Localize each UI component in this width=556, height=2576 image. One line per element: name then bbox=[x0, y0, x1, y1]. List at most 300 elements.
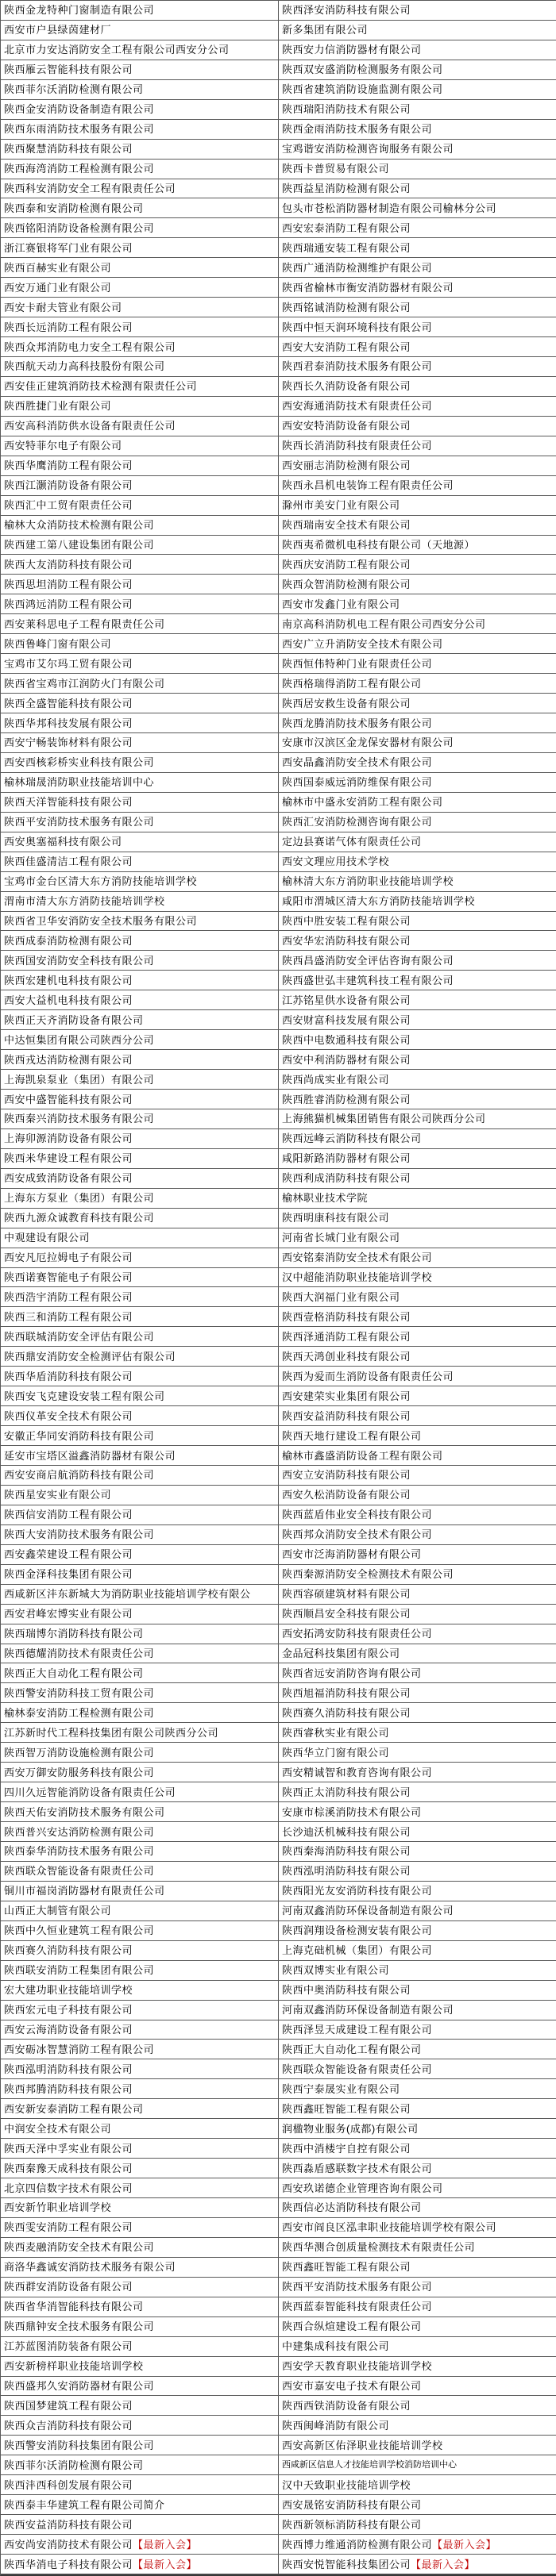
company-name: 陕西金雨消防技术服务有限公司 bbox=[282, 123, 433, 136]
company-name: 陕西中消楼宇自控有限公司 bbox=[282, 2142, 411, 2155]
company-cell bbox=[1, 1109, 279, 1129]
company-cell bbox=[279, 218, 556, 238]
company-cell bbox=[279, 2238, 556, 2258]
company-cell bbox=[1, 397, 279, 417]
company-cell bbox=[1, 1307, 279, 1327]
company-name: 西安中盛智能科技有限公司 bbox=[4, 1093, 133, 1105]
company-cell bbox=[279, 1901, 556, 1921]
company-cell bbox=[279, 2535, 556, 2555]
company-name: 陕西铭阳消防设备检测有限公司 bbox=[4, 221, 155, 234]
company-name: 陕西思坦消防工程有限公司 bbox=[4, 578, 133, 590]
company-name: 陕西秦源消防安全检测技术有限公司 bbox=[282, 1568, 454, 1581]
company-name: 西安云海消防设备有限公司 bbox=[4, 2023, 133, 2036]
company-cell bbox=[279, 2198, 556, 2218]
company-cell bbox=[279, 536, 556, 556]
company-name: 安康市棕溪消防技术有限公司 bbox=[282, 1805, 422, 1818]
company-name: 陕西雁云智能科技有限公司 bbox=[4, 63, 133, 76]
company-name: 陕西中奥消防科技有限公司 bbox=[282, 1984, 411, 1997]
company-cell bbox=[279, 397, 556, 417]
company-cell bbox=[1, 476, 279, 496]
company-name: 西咸新区信息人才技能培训学校消防培训中心 bbox=[282, 2459, 457, 2470]
company-name: 陕西宏建机电科技有限公司 bbox=[4, 974, 133, 986]
company-cell bbox=[1, 218, 279, 238]
company-cell bbox=[279, 1327, 556, 1347]
company-cell bbox=[279, 1743, 556, 1763]
company-name: 西安高新区佑泽职业技能培训学校 bbox=[282, 2439, 443, 2451]
company-cell bbox=[1, 2139, 279, 2159]
company-name: 陕西中电数通科技有限公司 bbox=[282, 1033, 411, 1046]
company-cell bbox=[279, 912, 556, 932]
company-cell bbox=[1, 1030, 279, 1050]
company-cell bbox=[279, 1406, 556, 1426]
company-name: 延安市宝塔区溢鑫消防器材有限公司 bbox=[4, 1449, 176, 1462]
company-name: 陕西长久消防设备有限公司 bbox=[282, 380, 411, 393]
company-cell bbox=[279, 1941, 556, 1961]
company-cell bbox=[279, 2218, 556, 2238]
company-cell bbox=[1, 733, 279, 753]
company-cell bbox=[1, 2099, 279, 2119]
company-name: 西安建荣实业集团有限公司 bbox=[282, 1390, 411, 1402]
company-cell bbox=[1, 1782, 279, 1802]
company-cell bbox=[1, 971, 279, 990]
company-name: 陕西双安盛消防检测服务有限公司 bbox=[282, 63, 443, 76]
company-cell bbox=[279, 2178, 556, 2198]
company-name: 陕西戎达消防检测有限公司 bbox=[4, 1053, 133, 1066]
company-name: 陕西鑫旺智能工程有限公司 bbox=[282, 2261, 411, 2274]
company-cell bbox=[1, 2159, 279, 2178]
company-name: 陕西明康科技有限公司 bbox=[282, 1212, 390, 1225]
company-cell bbox=[1, 2317, 279, 2337]
company-cell bbox=[279, 2159, 556, 2178]
company-name: 滁州市美安门业有限公司 bbox=[282, 499, 400, 512]
company-name: 陕西博力维通消防检测有限公司 bbox=[282, 2538, 433, 2551]
company-name: 陕西容硕建筑材料有限公司 bbox=[282, 1588, 411, 1601]
company-cell bbox=[1, 555, 279, 575]
company-cell bbox=[279, 931, 556, 951]
company-name: 陕西安悦智能科技集团公司 bbox=[282, 2558, 411, 2570]
company-name: 陕西中恒天润环境科技有限公司 bbox=[282, 321, 433, 333]
company-name: 陕西胜睿消防检测有限公司 bbox=[282, 1093, 411, 1105]
company-name: 陕西大润福门业有限公司 bbox=[282, 1290, 400, 1303]
company-name: 陕西星安实业有限公司 bbox=[4, 1489, 112, 1501]
company-cell bbox=[1, 2059, 279, 2079]
company-name: 陕西秦海消防科技有限公司 bbox=[282, 1845, 411, 1858]
company-name: 安徽正华同安消防科技有限公司 bbox=[4, 1429, 155, 1442]
company-cell bbox=[1, 496, 279, 516]
company-cell bbox=[1, 654, 279, 674]
company-cell bbox=[1, 2455, 279, 2475]
company-cell bbox=[1, 179, 279, 199]
company-name: 陕西菲尔沃消防检测有限公司 bbox=[4, 83, 144, 96]
company-cell bbox=[279, 1882, 556, 1901]
company-cell bbox=[1, 951, 279, 971]
company-name: 渭南市清大东方消防技能培训学校 bbox=[4, 895, 165, 908]
company-name: 润楹物业服务(成都)有限公司 bbox=[282, 2122, 419, 2135]
company-cell bbox=[1, 1683, 279, 1703]
company-name: 陕西国梦建筑工程有限公司 bbox=[4, 2399, 133, 2412]
company-name: 榆林职业技术学院 bbox=[282, 1192, 369, 1205]
company-name: 陕西蓝盾伟业安全科技有限公司 bbox=[282, 1509, 433, 1521]
company-cell bbox=[279, 436, 556, 456]
company-name: 西安大安消防工程有限公司 bbox=[282, 340, 411, 353]
company-name: 陕西天鸿创业科技有限公司 bbox=[282, 1350, 411, 1363]
company-cell bbox=[279, 317, 556, 337]
company-cell bbox=[1, 377, 279, 397]
company-cell bbox=[1, 773, 279, 793]
company-name: 上海凯泉泵业（集团）有限公司 bbox=[4, 1073, 155, 1086]
company-cell bbox=[1, 575, 279, 594]
company-name: 陕西盛邦久安消防器材有限公司 bbox=[4, 2380, 155, 2392]
company-cell bbox=[279, 258, 556, 278]
company-cell bbox=[279, 2436, 556, 2455]
company-cell bbox=[279, 238, 556, 258]
company-name: 陕西联安消防工程集团有限公司 bbox=[4, 1964, 155, 1977]
company-name: 上海卯源消防设备有限公司 bbox=[4, 1132, 133, 1145]
company-name: 陕西利成消防科技有限公司 bbox=[282, 1172, 411, 1185]
company-cell bbox=[279, 2059, 556, 2079]
company-cell bbox=[1, 713, 279, 733]
company-cell bbox=[1, 852, 279, 872]
company-name: 上海克础机械（集团）有限公司 bbox=[282, 1944, 433, 1957]
company-name: 陕西群安消防设备有限公司 bbox=[4, 2281, 133, 2293]
company-cell bbox=[279, 575, 556, 594]
company-name: 陕西蓝泰智能科技有限责任公司 bbox=[282, 2301, 433, 2313]
company-name: 榆林市鑫盛消防设备工程有限公司 bbox=[282, 1449, 443, 1462]
company-name: 中达恒集团有限公司陕西分公司 bbox=[4, 1033, 155, 1046]
company-cell bbox=[279, 1981, 556, 2001]
company-name: 陕西居安救生设备有限公司 bbox=[282, 697, 411, 709]
company-name: 陕西西铁消防设备有限公司 bbox=[282, 2399, 411, 2412]
company-cell bbox=[1, 317, 279, 337]
company-cell bbox=[1, 436, 279, 456]
company-name: 陕西华盾消防科技有限公司 bbox=[4, 1370, 133, 1382]
company-cell bbox=[279, 2119, 556, 2139]
company-cell bbox=[279, 1010, 556, 1030]
company-name: 陕西龙腾消防技术服务有限公司 bbox=[282, 717, 433, 729]
company-cell bbox=[279, 1822, 556, 1842]
company-name: 陕西长远消防工程有限公司 bbox=[4, 321, 133, 333]
company-name: 陕西聚慧消防科技有限公司 bbox=[4, 143, 133, 156]
company-cell bbox=[279, 80, 556, 100]
company-name: 中建集成科技有限公司 bbox=[282, 2340, 390, 2353]
company-cell bbox=[279, 1030, 556, 1050]
company-cell bbox=[279, 1109, 556, 1129]
company-cell bbox=[279, 456, 556, 476]
company-cell bbox=[1, 1189, 279, 1209]
company-cell bbox=[279, 298, 556, 317]
company-cell bbox=[1, 456, 279, 476]
company-name: 陕西科安消防安全工程有限责任公司 bbox=[4, 182, 176, 194]
company-name: 中润安全技术有限公司 bbox=[4, 2122, 112, 2135]
company-cell bbox=[279, 813, 556, 832]
company-cell bbox=[279, 1802, 556, 1822]
company-cell bbox=[279, 1268, 556, 1288]
company-cell bbox=[279, 160, 556, 179]
company-cell bbox=[1, 1703, 279, 1723]
company-name: 榆林市中盛永安消防工程有限公司 bbox=[282, 796, 443, 809]
company-name: 陕西智万消防设施检测有限公司 bbox=[4, 1746, 155, 1759]
company-cell bbox=[279, 2337, 556, 2357]
company-name: 西安万通门业有限公司 bbox=[4, 281, 112, 294]
company-name: 陕西信安消防工程有限公司 bbox=[4, 1509, 133, 1521]
company-cell bbox=[279, 337, 556, 357]
company-cell bbox=[279, 2357, 556, 2377]
company-cell bbox=[279, 634, 556, 654]
company-name: 西安高科消防供水设备有限责任公司 bbox=[4, 420, 176, 433]
company-cell bbox=[279, 773, 556, 793]
company-name: 陕西庆安消防工程有限公司 bbox=[282, 558, 411, 571]
company-name: 陕西正天齐消防设备有限公司 bbox=[4, 1013, 144, 1026]
company-name: 陕西旭福消防科技有限公司 bbox=[282, 1686, 411, 1699]
company-cell bbox=[279, 2099, 556, 2119]
company-cell bbox=[1, 160, 279, 179]
company-cell bbox=[1, 1010, 279, 1030]
company-cell bbox=[1, 2337, 279, 2357]
company-cell bbox=[279, 1961, 556, 1981]
company-cell bbox=[279, 198, 556, 218]
company-cell bbox=[1, 614, 279, 634]
company-cell bbox=[1, 832, 279, 852]
company-name: 陕西永昌机电装饰工程有限责任公司 bbox=[282, 479, 454, 492]
company-cell bbox=[279, 971, 556, 990]
company-name: 陕西秦兴消防技术服务有限公司 bbox=[4, 1113, 155, 1125]
company-cell bbox=[279, 1723, 556, 1743]
company-name: 陕西大安消防技术服务有限公司 bbox=[4, 1528, 155, 1541]
company-name: 陕西正大自动化工程有限公司 bbox=[4, 1667, 144, 1679]
company-cell bbox=[1, 1446, 279, 1466]
company-cell bbox=[1, 1209, 279, 1228]
company-name: 陕西大友消防科技有限公司 bbox=[4, 558, 133, 571]
company-name: 西安市阎良区泓聿职业技能培训学校有限公司 bbox=[282, 2221, 497, 2234]
company-cell bbox=[279, 2455, 556, 2475]
company-name: 西安宏泰消防工程有限公司 bbox=[282, 221, 411, 234]
company-name: 陕西赛久消防科技有限公司 bbox=[4, 1944, 133, 1957]
company-cell bbox=[1, 2079, 279, 2099]
company-cell bbox=[1, 1347, 279, 1367]
company-name: 上海东方泵业（集团）有限公司 bbox=[4, 1192, 155, 1205]
company-name: 陕西安益消防科技有限公司 bbox=[282, 1409, 411, 1422]
company-cell bbox=[279, 516, 556, 536]
company-name: 陕西恒伟特种门业有限责任公司 bbox=[282, 657, 433, 670]
company-name: 陕西顺昌安全科技有限公司 bbox=[282, 1608, 411, 1621]
company-cell bbox=[1, 1050, 279, 1070]
company-name: 陕西天佑安消防技术服务有限公司 bbox=[4, 1805, 165, 1818]
company-name: 西安凡厄拉姆电子有限公司 bbox=[4, 1251, 133, 1264]
company-cell bbox=[1, 2416, 279, 2436]
company-name: 陕西联城消防安全评估有限公司 bbox=[4, 1330, 155, 1343]
company-name: 陕西胜捷门业有限公司 bbox=[4, 400, 112, 413]
company-name: 陕西警安消防科技集团有限公司 bbox=[4, 2439, 155, 2451]
company-name: 西安尚安消防技术有限公司 bbox=[4, 2538, 133, 2551]
company-name: 陕西德耀消防技术有限责任公司 bbox=[4, 1647, 155, 1659]
company-cell bbox=[1, 753, 279, 773]
company-name: 陕西天洋智能科技有限公司 bbox=[4, 796, 133, 809]
company-cell bbox=[1, 536, 279, 556]
company-cell bbox=[279, 1169, 556, 1189]
company-cell bbox=[1, 1248, 279, 1268]
company-cell bbox=[279, 377, 556, 397]
company-cell bbox=[279, 2258, 556, 2278]
company-name: 陕西卡普贸易有限公司 bbox=[282, 163, 390, 175]
company-cell bbox=[1, 2377, 279, 2397]
company-name: 陕西润翔设备检测安装有限公司 bbox=[282, 1924, 433, 1937]
company-name: 陕西合纵煊建设工程有限公司 bbox=[282, 2320, 422, 2333]
company-name: 陕西睿秋实业有限公司 bbox=[282, 1726, 390, 1739]
company-cell bbox=[279, 1624, 556, 1644]
company-cell bbox=[279, 892, 556, 912]
company-cell bbox=[1, 1327, 279, 1347]
company-name: 陕西鼎钟安全技术服务有限公司 bbox=[4, 2320, 155, 2333]
company-cell bbox=[279, 1386, 556, 1406]
company-name: 陕西省建筑消防设施监测有限公司 bbox=[282, 83, 443, 96]
company-name: 陕西瑞阳消防技术有限公司 bbox=[282, 103, 411, 116]
company-name: 定边县赛诺气体有限责任公司 bbox=[282, 836, 422, 848]
company-cell bbox=[1, 1090, 279, 1109]
company-name: 铜川市福岗消防器材有限责任公司 bbox=[4, 1885, 165, 1897]
company-cell bbox=[279, 1505, 556, 1525]
company-name: 陕西众智消防检测有限公司 bbox=[282, 578, 411, 590]
company-name: 陕西邦众消防安全技术有限公司 bbox=[282, 1528, 433, 1541]
company-cell bbox=[279, 1842, 556, 1862]
company-cell bbox=[279, 2040, 556, 2059]
company-cell bbox=[279, 1585, 556, 1605]
company-cell bbox=[1, 120, 279, 140]
company-name: 陕西众吉消防科技有限公司 bbox=[4, 2419, 133, 2432]
company-cell bbox=[279, 2297, 556, 2317]
company-name: 陕西海湾消防工程检测有限公司 bbox=[4, 163, 155, 175]
company-name: 陕西夷希微机电科技有限公司（天地源） bbox=[282, 539, 476, 551]
company-name: 西安佳正建筑消防技术检测有限责任公司 bbox=[4, 380, 198, 393]
company-cell bbox=[1, 1367, 279, 1386]
company-cell bbox=[279, 1565, 556, 1585]
company-name: 陕西邦腾消防科技有限公司 bbox=[4, 2082, 133, 2095]
company-name: 北京市力安达消防安全工程有限公司西安分公司 bbox=[4, 44, 230, 56]
new-member-tag: 【最新入会】 bbox=[133, 2538, 198, 2551]
company-cell bbox=[1, 140, 279, 160]
company-name: 陕西君泰消防技术服务有限公司 bbox=[282, 360, 433, 373]
company-cell bbox=[1, 634, 279, 654]
company-name: 陕西平安消防技术服务有限公司 bbox=[4, 816, 155, 829]
company-name: 陕西昌盛消防安全评估咨询有限公司 bbox=[282, 954, 454, 967]
company-cell bbox=[1, 1149, 279, 1169]
company-cell bbox=[1, 2178, 279, 2198]
company-cell bbox=[1, 1941, 279, 1961]
company-cell bbox=[279, 614, 556, 634]
company-name: 西安晶鑫消防安全技术有限公司 bbox=[282, 756, 433, 769]
company-name: 河南双鑫消防环保设备制造有限公司 bbox=[282, 1905, 454, 1917]
company-name: 陕西尚成实业有限公司 bbox=[282, 1073, 390, 1086]
company-cell bbox=[279, 40, 556, 60]
company-name: 西安市户县绿茵建材厂 bbox=[4, 24, 112, 37]
company-name: 陕西远峰云消防科技有限公司 bbox=[282, 1132, 422, 1145]
company-name: 陕西汇中工贸有限责任公司 bbox=[4, 499, 133, 512]
company-cell bbox=[279, 278, 556, 298]
company-cell bbox=[1, 2475, 279, 2495]
company-cell bbox=[279, 1525, 556, 1545]
company-name: 宝鸡市金台区清大东方消防技能培训学校 bbox=[4, 875, 198, 888]
company-name: 陕西秦豫天成科技有限公司 bbox=[4, 2162, 133, 2174]
company-cell bbox=[279, 1663, 556, 1683]
company-name: 宝鸡市艾尔玛工贸有限公司 bbox=[4, 657, 133, 670]
company-cell bbox=[279, 1287, 556, 1307]
company-cell bbox=[279, 2377, 556, 2397]
company-name: 河南省长城门业有限公司 bbox=[282, 1232, 400, 1244]
company-name: 陕西米华建设工程有限公司 bbox=[4, 1152, 133, 1165]
company-name: 陕西建工第八建设集团有限公司 bbox=[4, 539, 155, 551]
company-name: 陕西泓明消防科技有限公司 bbox=[282, 1865, 411, 1878]
company-cell bbox=[279, 1149, 556, 1169]
company-name: 陕西菲尔沃消防检测有限公司 bbox=[4, 2459, 144, 2471]
company-cell bbox=[279, 1466, 556, 1486]
company-name: 陕西金泽科技集团有限公司 bbox=[4, 1568, 133, 1581]
company-name: 陕西众邦消防电力安全工程有限公司 bbox=[4, 340, 176, 353]
company-cell bbox=[279, 2001, 556, 2020]
company-name: 陕西联众智能设备有限责任公司 bbox=[282, 2063, 433, 2075]
company-cell bbox=[1, 2001, 279, 2020]
company-name: 陕西诺赛智能电子有限公司 bbox=[4, 1271, 133, 1284]
company-cell bbox=[1, 1287, 279, 1307]
company-cell bbox=[1, 2357, 279, 2377]
company-name: 西安大益机电科技有限公司 bbox=[4, 994, 133, 1006]
company-cell bbox=[279, 872, 556, 892]
company-cell bbox=[279, 2495, 556, 2515]
company-name: 陕西格瑞得消防工程有限公司 bbox=[282, 677, 422, 690]
company-cell bbox=[1, 298, 279, 317]
company-cell bbox=[1, 2258, 279, 2278]
company-cell bbox=[1, 912, 279, 932]
company-name: 陕西广通消防检测维护有限公司 bbox=[282, 261, 433, 274]
company-name: 陕西安飞克建设安装工程有限公司 bbox=[4, 1390, 165, 1402]
company-cell bbox=[1, 1386, 279, 1406]
company-name: 陕西三和消防工程有限公司 bbox=[4, 1310, 133, 1323]
company-cell bbox=[279, 140, 556, 160]
company-name: 西安拓鸿安防科技有限责任公司 bbox=[282, 1628, 433, 1640]
company-cell bbox=[1, 1842, 279, 1862]
company-name: 陕西赛久消防科技有限公司 bbox=[282, 1706, 411, 1719]
company-name: 陕西新领标消防科技有限公司 bbox=[282, 2518, 422, 2531]
company-cell bbox=[1, 1129, 279, 1149]
company-cell bbox=[1, 1585, 279, 1605]
new-member-tag: 【最新入会】 bbox=[432, 2538, 497, 2551]
company-name: 商洛华鑫诚安消防技术服务有限公司 bbox=[4, 2261, 176, 2274]
company-name: 陕西联众智能设备有限责任公司 bbox=[4, 1865, 155, 1878]
company-cell bbox=[279, 496, 556, 516]
company-cell bbox=[279, 357, 556, 377]
company-name: 西咸新区沣东新城大为消防职业技能培训学校有限公 bbox=[4, 1588, 251, 1601]
company-cell bbox=[1, 1981, 279, 2001]
company-name: 咸阳市渭城区清大东方消防技能培训学校 bbox=[282, 895, 476, 908]
new-member-tag: 【最新入会】 bbox=[411, 2558, 476, 2570]
company-name: 陕西闽峰消防有限公司 bbox=[282, 2419, 390, 2432]
company-cell bbox=[1, 1605, 279, 1624]
company-name: 西安铭秦消防安全技术有限公司 bbox=[282, 1251, 433, 1264]
company-name: 陕西佳盛清洁工程有限公司 bbox=[4, 855, 133, 868]
company-name: 西安久松消防设备有限公司 bbox=[282, 1489, 411, 1501]
company-name: 陕西鲁峰门窗有限公司 bbox=[4, 637, 112, 650]
company-name: 陕西航天动力高科技股份有限公司 bbox=[4, 360, 165, 373]
company-name: 榆林瑞晟消防职业技能培训中心 bbox=[4, 776, 155, 789]
company-name: 西安安特消防设备有限公司 bbox=[282, 420, 411, 433]
company-cell bbox=[279, 21, 556, 40]
company-cell bbox=[279, 2416, 556, 2436]
company-cell bbox=[1, 1663, 279, 1683]
company-cell bbox=[279, 1683, 556, 1703]
company-name: 西安宁畅装饰材料有限公司 bbox=[4, 736, 133, 749]
company-cell bbox=[1, 1802, 279, 1822]
company-name: 陕西汇安消防检测咨询有限公司 bbox=[282, 816, 433, 829]
company-cell bbox=[1, 990, 279, 1010]
company-name: 西安市泛海消防器材有限公司 bbox=[282, 1548, 422, 1561]
